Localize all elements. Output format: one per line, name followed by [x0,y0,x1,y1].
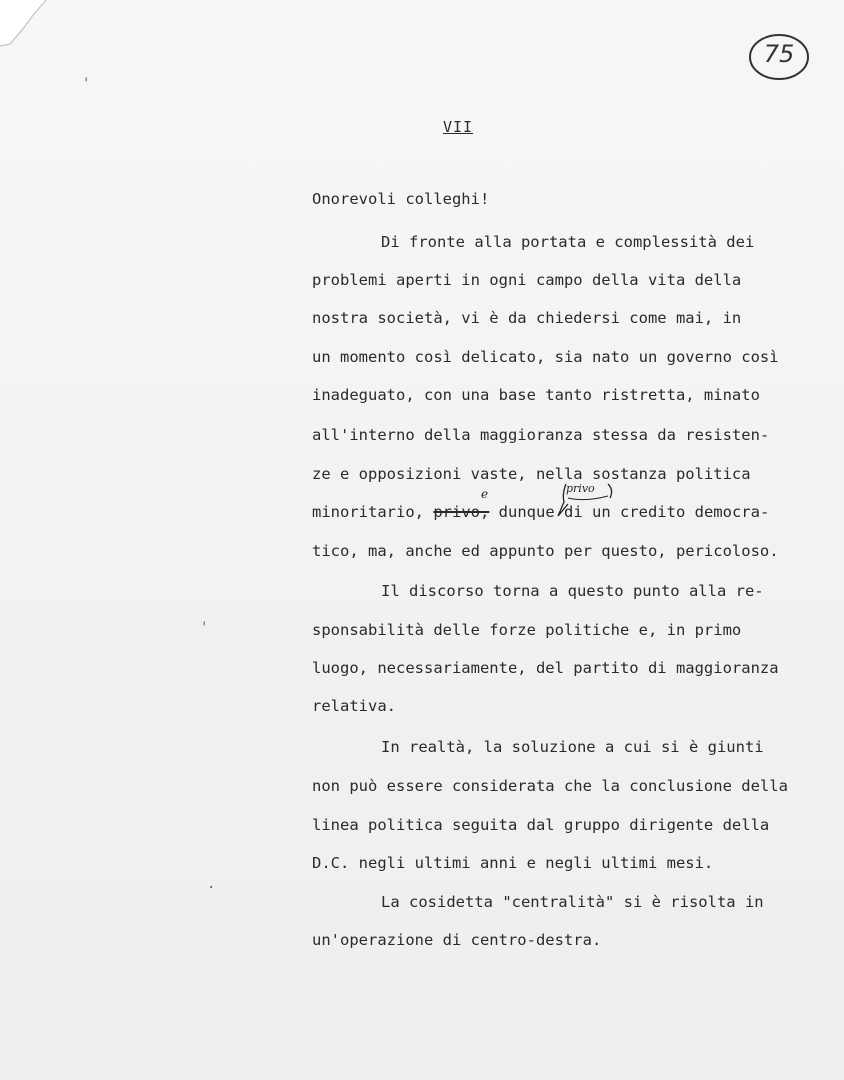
text-line: all'interno della maggioranza stessa da resisten- [312,426,770,444]
handwritten-insert-e: e [481,487,489,501]
edited-line-before: minoritario, [312,503,434,521]
text-line: problemi aperti in ogni campo della vita della [312,271,742,289]
text-line: inadeguato, con una base tanto ristretta, minato [312,386,760,404]
text-line: La cosidetta "centralità" si è risolta in [381,893,764,911]
edited-line-after: dunque [489,503,555,521]
text-line: un momento così delicato, sia nato un governo così [312,348,779,366]
edited-line-rest: di un credito democra- [554,503,770,521]
text-line: tico, ma, anche ed appunto per questo, pericoloso. [312,542,779,560]
struck-word: privo, [433,503,490,521]
text-line: Di fronte alla portata e complessità dei [381,233,755,251]
section-heading: VII [443,118,474,136]
folded-corner [0,0,48,48]
text-line: linea politica seguita dal gruppo dirigente della [312,816,770,834]
text-line: nostra società, vi è da chiedersi come mai, in [312,309,742,327]
page-number: 75 [763,40,795,68]
salutation: Onorevoli colleghi! [312,190,490,208]
text-line: sponsabilità delle forze politiche e, in primo [312,621,742,639]
text-line: Il discorso torna a questo punto alla re- [381,582,764,600]
handwritten-insert-privo: privo [566,482,595,495]
insertion-caret-icon [556,480,616,522]
edited-text-line [312,503,769,521]
text-line: In realtà, la soluzione a cui si è giunti [381,738,764,756]
text-line: luogo, necessariamente, del partito di maggioranza [312,659,779,677]
text-line: ze e opposizioni vaste, nella sostanza politica [312,465,751,483]
margin-speck: · [207,880,216,896]
text-line: un'operazione di centro-destra. [312,931,602,949]
page-number-stamp [748,32,810,82]
text-line: D.C. negli ultimi anni e negli ultimi mesi. [312,854,714,872]
text-line: relativa. [312,697,396,715]
text-line: non può essere considerata che la conclusione della [312,777,788,795]
margin-speck: ' [82,76,91,92]
margin-speck: ' [200,620,209,636]
